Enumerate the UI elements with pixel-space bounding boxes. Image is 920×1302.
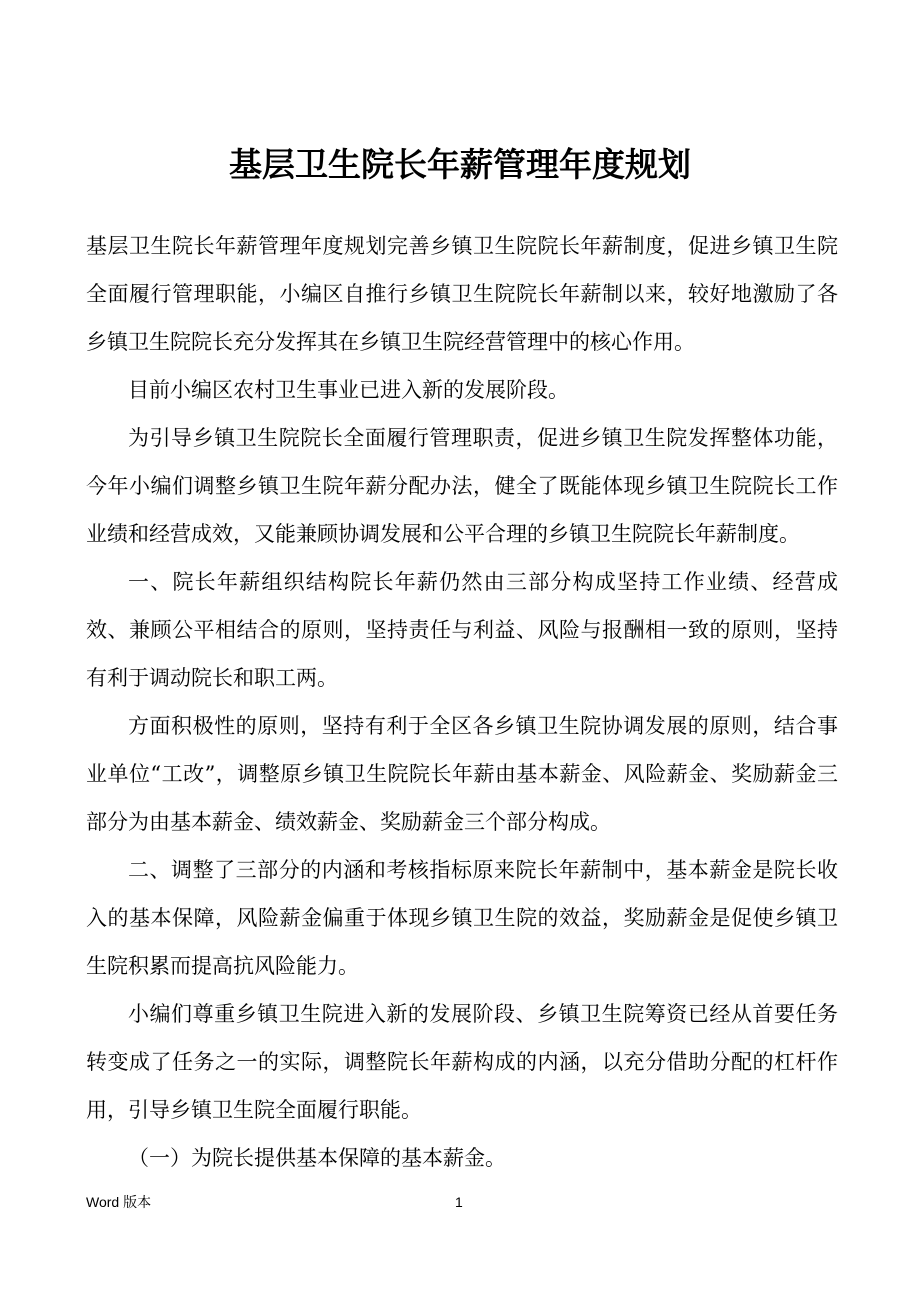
paragraph: （一）为院长提供基本保障的基本薪金。 bbox=[128, 1146, 506, 1170]
paragraph: 目前小编区农村卫生事业已进入新的发展阶段。 bbox=[128, 378, 569, 402]
paragraph: 二、调整了三部分的内涵和考核指标原来院长年薪制中，基本薪金是院长收入的基本保障，风险薪金偏重于体现乡镇卫生院的效益，奖励薪金是促使乡镇卫生院积累而提高抗风险能力。 bbox=[86, 858, 838, 978]
paragraph: 一、院长年薪组织结构院长年薪仍然由三部分构成坚持工作业绩、经营成效、兼顾公平相结合的原则，坚持责任与利益、风险与报酬相一致的原则，坚持有利于调动院长和职工两。 bbox=[86, 570, 838, 690]
document-title: 基层卫生院长年薪管理年度规划 bbox=[229, 145, 691, 184]
document-body bbox=[86, 222, 838, 1182]
paragraph: 方面积极性的原则，坚持有利于全区各乡镇卫生院协调发展的原则，结合事业单位“工改”，调整原乡镇卫生院院长年薪由基本薪金、风险薪金、奖励薪金三部分为由基本薪金、绩效薪金、奖励薪金三个部分构成。 bbox=[86, 714, 838, 834]
paragraph: 为引导乡镇卫生院院长全面履行管理职责，促进乡镇卫生院发挥整体功能，今年小编们调整乡镇卫生院年薪分配办法，健全了既能体现乡镇卫生院院长工作业绩和经营成效，又能兼顾协调发展和公平合理的乡镇卫生院院长年薪制度。 bbox=[86, 426, 838, 546]
paragraph: 小编们尊重乡镇卫生院进入新的发展阶段、乡镇卫生院筹资已经从首要任务转变成了任务之一的实际，调整院长年薪构成的内涵，以充分借助分配的杠杆作用，引导乡镇卫生院全面履行职能。 bbox=[86, 1002, 838, 1122]
footer-version-label: Word 版本 bbox=[86, 1194, 152, 1210]
footer-page-number: 1 bbox=[455, 1194, 463, 1210]
paragraph-intro: 基层卫生院长年薪管理年度规划完善乡镇卫生院院长年薪制度，促进乡镇卫生院全面履行管理职能，小编区自推行乡镇卫生院院长年薪制以来，较好地激励了各乡镇卫生院院长充分发挥其在乡镇卫生院经营管理中的核心作用。 bbox=[86, 234, 838, 354]
